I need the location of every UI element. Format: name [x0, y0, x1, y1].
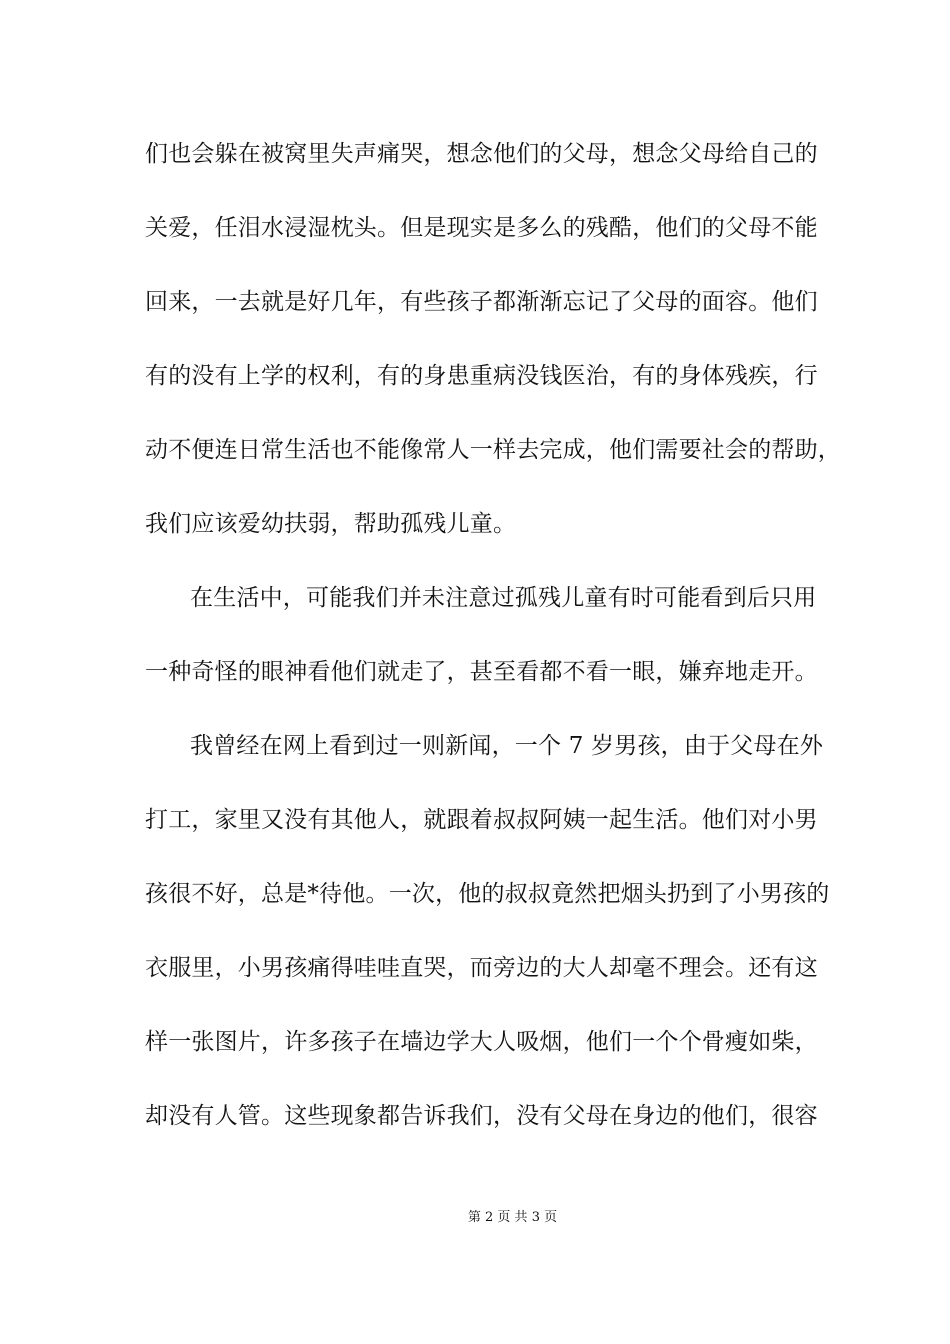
text-line-6: 我们应该爱幼扶弱，帮助孤残儿童。 [145, 511, 517, 537]
text-line-3: 回来，一去就是好几年，有些孩子都渐渐忘记了父母的面容。他们 [145, 289, 818, 315]
text-line-13: 样一张图片，许多孩子在墙边学大人吸烟，他们一个个骨瘦如柴， [145, 1029, 818, 1055]
text-line-12: 衣服里，小男孩痛得哇哇直哭，而旁边的大人却毫不理会。还有这 [145, 955, 818, 981]
text-line-1: 们也会躲在被窝里失声痛哭，想念他们的父母，想念父母给自己的 [145, 141, 818, 167]
page-number-footer: 第 2 页 共 3 页 [467, 1210, 558, 1225]
text-line-11: 孩很不好，总是*待他。一次，他的叔叔竟然把烟头扔到了小男孩的 [145, 881, 830, 907]
text-line-2: 关爱，任泪水浸湿枕头。但是现实是多么的残酷，他们的父母不能 [145, 215, 818, 241]
text-line-4: 有的没有上学的权利，有的身患重病没钱医治，有的身体残疾，行 [145, 363, 818, 389]
text-line-9: 我曾经在网上看到过一则新闻，一个 7 岁男孩，由于父母在外 [190, 733, 824, 759]
document-body [145, 134, 841, 1170]
text-line-7: 在生活中，可能我们并未注意过孤残儿童有时可能看到后只用 [190, 585, 817, 611]
text-line-8: 一种奇怪的眼神看他们就走了，甚至看都不看一眼，嫌弃地走开。 [145, 659, 818, 685]
text-line-5: 动不便连日常生活也不能像常人一样去完成，他们需要社会的帮助， [145, 437, 841, 463]
text-line-10: 打工，家里又没有其他人，就跟着叔叔阿姨一起生活。他们对小男 [145, 807, 818, 833]
text-line-14: 却没有人管。这些现象都告诉我们，没有父母在身边的他们，很容 [145, 1103, 818, 1129]
